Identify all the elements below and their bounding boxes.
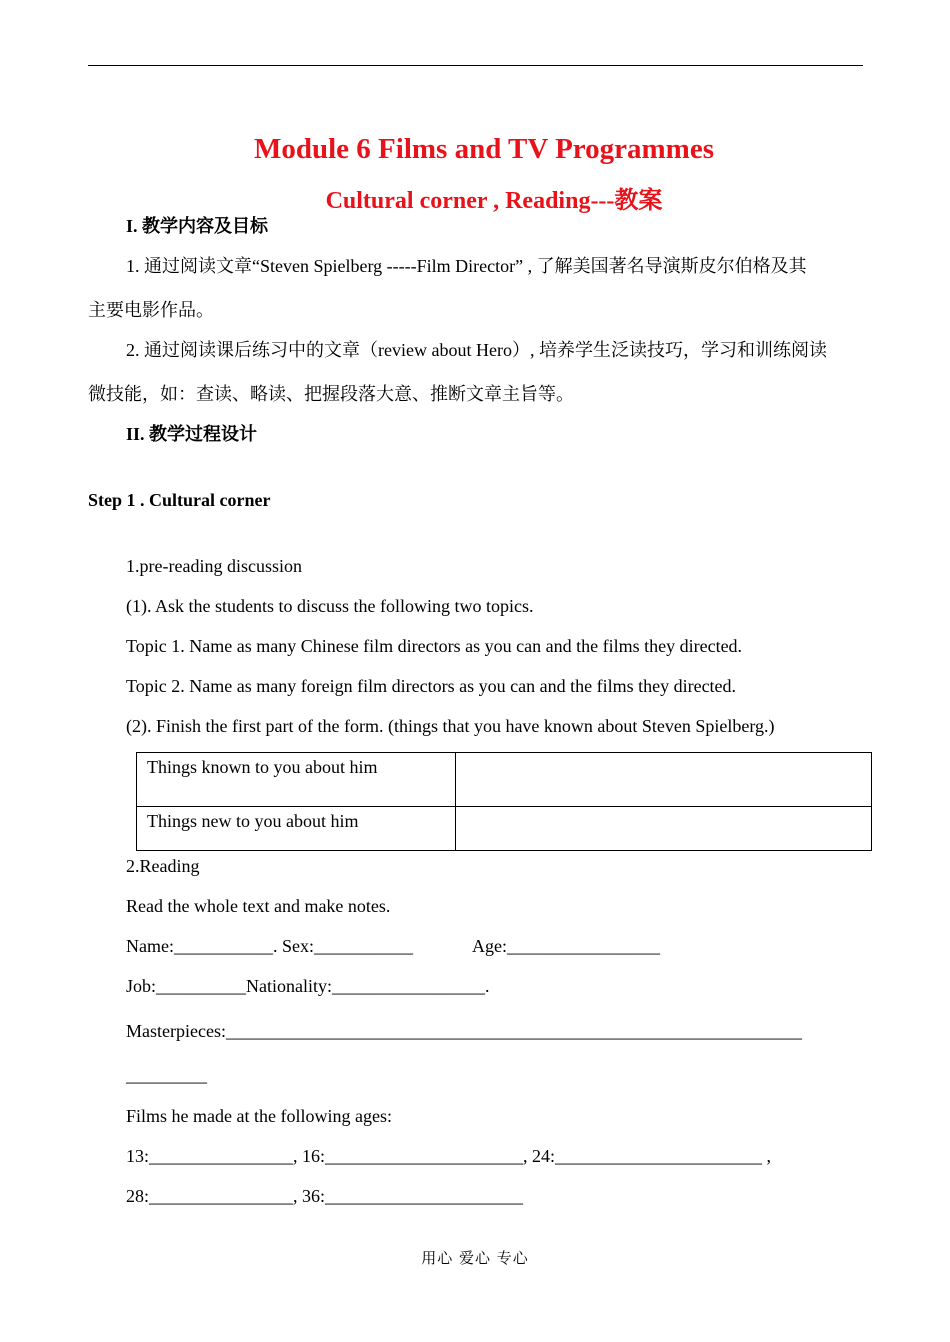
age-line: Age:_________________ <box>472 936 660 956</box>
page-subtitle: Cultural corner , Reading---教案 <box>325 188 663 214</box>
name-sex-line: Name:___________. Sex:___________ <box>126 936 413 956</box>
table-cell-value <box>456 807 872 851</box>
table-row <box>137 753 872 807</box>
topic-1: Topic 1. Name as many Chinese film directors as you can and the films they directed. <box>126 636 743 656</box>
section-heading-process: II. 教学过程设计 <box>126 424 258 444</box>
instruction-2: (2). Finish the first part of the form. (things that you have known about Steven Spielberg.) <box>126 716 775 736</box>
step1-heading: Step 1 . Cultural corner <box>88 490 271 510</box>
page-footer: 用心 爱心 专心 <box>421 1249 529 1267</box>
topic-2: Topic 2. Name as many foreign film directors as you can and the films they directed. <box>126 676 737 696</box>
header-rule <box>88 65 863 66</box>
instruction-1: (1). Ask the students to discuss the following two topics. <box>126 596 534 616</box>
reading-instruction: Read the whole text and make notes. <box>126 896 391 916</box>
ages-line-2: 28:________________, 36:______________________ <box>126 1186 524 1206</box>
job-nationality-line: Job:__________Nationality:_________________. <box>126 976 490 996</box>
goal-1-line-2: 主要电影作品。 <box>88 300 214 320</box>
ages-line-1: 13:________________, 16:______________________, 24:_______________________ , <box>126 1146 772 1166</box>
goal-1-line-1: 1. 通过阅读文章“Steven Spielberg -----Film Director” , 了解美国著名导演斯皮尔伯格及其 <box>126 256 807 276</box>
page-title: Module 6 Films and TV Programmes <box>254 133 714 165</box>
section-heading-goals: I. 教学内容及目标 <box>126 216 269 236</box>
goal-2-line-1: 2. 通过阅读课后练习中的文章（review about Hero）, 培养学生泛读技巧，学习和训练阅读 <box>126 340 827 360</box>
reading-heading: 2.Reading <box>126 856 200 876</box>
masterpieces-line-continued: _________ <box>126 1065 207 1085</box>
masterpieces-line: Masterpieces:________________________________________________________________ <box>126 1021 802 1041</box>
pre-reading-heading: 1.pre-reading discussion <box>126 556 302 576</box>
films-ages-heading: Films he made at the following ages: <box>126 1106 392 1126</box>
spielberg-form-table <box>136 752 872 851</box>
table-cell-value <box>456 753 872 807</box>
table-cell-label: Things known to you about him <box>137 753 456 807</box>
goal-2-line-2: 微技能，如：查读、略读、把握段落大意、推断文章主旨等。 <box>88 384 574 404</box>
table-row <box>137 807 872 851</box>
table-cell-label: Things new to you about him <box>137 807 456 851</box>
